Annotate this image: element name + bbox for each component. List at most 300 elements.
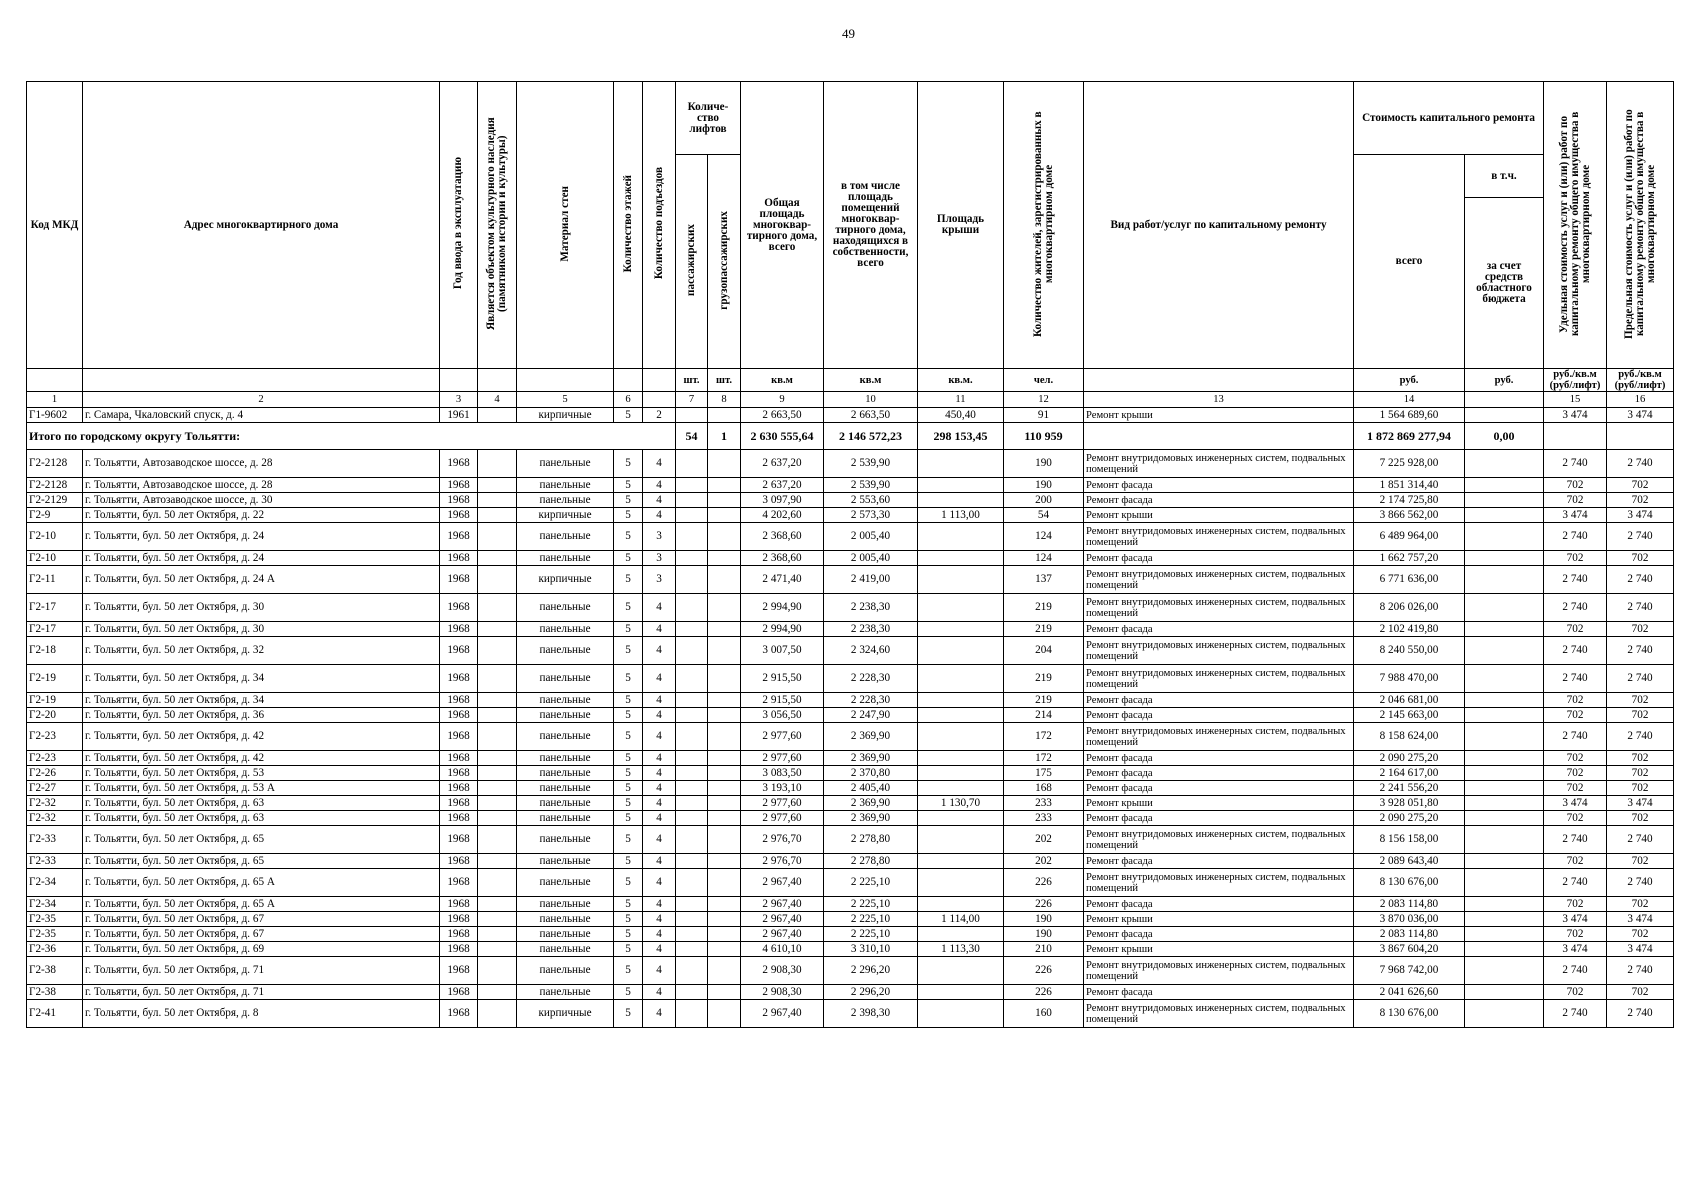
cell-roof [918,450,1004,478]
table-row [27,478,1674,493]
cell-entrances: 4 [643,594,676,622]
cell-code: Г2-34 [27,897,83,912]
cell-entrances: 4 [643,942,676,957]
table-row [27,665,1674,693]
header-lifts: Количе-ство лифтов [676,82,741,155]
cell-year: 1968 [440,766,478,781]
cell-unit: 702 [1544,811,1607,826]
cell-total-area: 3 193,10 [741,781,824,796]
cell-residents: 190 [1004,478,1084,493]
table-row [27,594,1674,622]
column-number: 2 [83,392,440,408]
cell-work: Ремонт фасада [1084,781,1354,796]
cell-address: г. Тольятти, бул. 50 лет Октября, д. 24 [83,523,440,551]
total-row [27,423,1674,450]
cell-material: панельные [517,751,614,766]
cell-entrances: 4 [643,637,676,665]
cell-work: Ремонт фасада [1084,811,1354,826]
cell-year: 1968 [440,723,478,751]
cell-material: панельные [517,450,614,478]
table-row [27,985,1674,1000]
cell-owned-area: 2 225,10 [824,897,918,912]
cell-year: 1968 [440,869,478,897]
cell-address: г. Тольятти, Автозаводское шоссе, д. 28 [83,450,440,478]
cell-year: 1968 [440,927,478,942]
cell-owned-area: 2 247,90 [824,708,918,723]
cell-entrances: 3 [643,566,676,594]
column-number: 1 [27,392,83,408]
unit-people: чел. [1004,369,1084,392]
header-lifts-passenger: пассажирских [676,155,708,369]
capital-repair-table [26,81,1674,1028]
cell-material: панельные [517,942,614,957]
cell-residents: 137 [1004,566,1084,594]
column-number: 11 [918,392,1004,408]
cell-unit: 3 474 [1544,796,1607,811]
cell-code: Г2-38 [27,985,83,1000]
cell-cost: 2 090 275,20 [1354,811,1465,826]
cell-code: Г2-27 [27,781,83,796]
cell-year: 1968 [440,854,478,869]
cell-code: Г2-10 [27,523,83,551]
cell-max: 702 [1607,708,1674,723]
cell-unit: 702 [1544,551,1607,566]
cell-entrances: 4 [643,869,676,897]
total-cost: 1 872 869 277,94 [1354,423,1465,450]
cell-floors: 5 [614,508,643,523]
cell-owned-area: 2 369,90 [824,811,918,826]
cell-roof [918,693,1004,708]
cell-max: 2 740 [1607,637,1674,665]
cell-address: г. Тольятти, бул. 50 лет Октября, д. 53 [83,766,440,781]
cell-max: 2 740 [1607,723,1674,751]
cell-floors: 5 [614,523,643,551]
cell-cost: 3 867 604,20 [1354,942,1465,957]
table-row [27,693,1674,708]
header-cost-incl: в т.ч. [1465,155,1544,198]
table-row [27,708,1674,723]
cell-entrances: 4 [643,985,676,1000]
cell-floors: 5 [614,1000,643,1028]
cell-max: 2 740 [1607,665,1674,693]
table-row [27,622,1674,637]
cell-owned-area: 2 419,00 [824,566,918,594]
cell-floors: 5 [614,708,643,723]
cell-max: 3 474 [1607,912,1674,927]
cell-roof [918,957,1004,985]
cell-floors: 5 [614,408,643,423]
header-max-cost: Предельная стоимость услуг и (или) работ по капитальному ремонту общего имущества в многоквартирном доме [1607,82,1674,369]
cell-roof [918,781,1004,796]
cell-work: Ремонт внутридомовых инженерных систем, подвальных помещений [1084,869,1354,897]
cell-owned-area: 2 369,90 [824,723,918,751]
header-code: Код МКД [27,82,83,369]
cell-address: г. Тольятти, бул. 50 лет Октября, д. 53 А [83,781,440,796]
cell-code: Г2-2128 [27,478,83,493]
cell-total-area: 2 908,30 [741,985,824,1000]
cell-code: Г2-38 [27,957,83,985]
cell-work: Ремонт фасада [1084,985,1354,1000]
table-row [27,912,1674,927]
table-row [27,957,1674,985]
cell-work: Ремонт внутридомовых инженерных систем, подвальных помещений [1084,637,1354,665]
cell-cost: 8 130 676,00 [1354,1000,1465,1028]
cell-address: г. Тольятти, бул. 50 лет Октября, д. 30 [83,622,440,637]
unit-rub: руб. [1465,369,1544,392]
cell-address: г. Тольятти, бул. 50 лет Октября, д. 42 [83,723,440,751]
total-label: Итого по городскому округу Тольятти: [27,423,676,450]
table-row [27,897,1674,912]
cell-work: Ремонт крыши [1084,942,1354,957]
cell-total-area: 2 994,90 [741,594,824,622]
cell-cost: 1 851 314,40 [1354,478,1465,493]
cell-code: Г2-19 [27,693,83,708]
header-year: Год ввода в эксплуатацию [440,82,478,369]
cell-roof [918,523,1004,551]
unit-sqm: кв.м [824,369,918,392]
cell-material: панельные [517,622,614,637]
cell-cost: 3 866 562,00 [1354,508,1465,523]
cell-roof: 1 113,00 [918,508,1004,523]
cell-unit-cost: 3 474 [1544,408,1607,423]
cell-code: Г2-9 [27,508,83,523]
cell-address: г. Тольятти, бул. 50 лет Октября, д. 65 А [83,897,440,912]
cell-entrances: 4 [643,897,676,912]
cell-unit: 2 740 [1544,450,1607,478]
cell-work: Ремонт фасада [1084,708,1354,723]
cell-material: панельные [517,766,614,781]
cell-address: г. Тольятти, бул. 50 лет Октября, д. 71 [83,985,440,1000]
cell-unit: 2 740 [1544,637,1607,665]
cell-unit: 2 740 [1544,826,1607,854]
cell-floors: 5 [614,693,643,708]
cell-owned-area: 2 324,60 [824,637,918,665]
cell-year: 1968 [440,942,478,957]
cell-floors: 5 [614,766,643,781]
cell-unit: 2 740 [1544,594,1607,622]
cell-owned-area: 2 005,40 [824,551,918,566]
cell-max: 702 [1607,493,1674,508]
cell-year: 1968 [440,912,478,927]
column-number: 10 [824,392,918,408]
cell-work: Ремонт внутридомовых инженерных систем, подвальных помещений [1084,594,1354,622]
table-row [27,637,1674,665]
cell-max: 702 [1607,927,1674,942]
cell-unit: 702 [1544,985,1607,1000]
cell-unit: 2 740 [1544,869,1607,897]
cell-total-area: 4 202,60 [741,508,824,523]
cell-floors: 5 [614,957,643,985]
cell-work: Ремонт фасада [1084,693,1354,708]
cell-material: панельные [517,723,614,751]
cell-code: Г2-2128 [27,450,83,478]
cell-roof [918,897,1004,912]
cell-year: 1968 [440,450,478,478]
cell-residents: 160 [1004,1000,1084,1028]
header-cost-budget: за счет средств областного бюджета [1465,198,1544,369]
cell-total-area: 2 977,60 [741,796,824,811]
cell-residents: 168 [1004,781,1084,796]
cell-code: Г2-35 [27,912,83,927]
header-roof-area: Площадь крыши [918,82,1004,369]
cell-floors: 5 [614,897,643,912]
cell-code: Г2-17 [27,622,83,637]
cell-material: панельные [517,869,614,897]
cell-address: г. Самара, Чкаловский спуск, д. 4 [83,408,440,423]
cell-cost: 8 240 550,00 [1354,637,1465,665]
table-row [27,869,1674,897]
unit-rate: руб./кв.м (руб/лифт) [1544,369,1607,392]
cell-year: 1968 [440,594,478,622]
cell-address: г. Тольятти, бул. 50 лет Октября, д. 34 [83,693,440,708]
cell-residents: 202 [1004,826,1084,854]
cell-material: кирпичные [517,508,614,523]
cell-unit: 702 [1544,708,1607,723]
cell-residents: 214 [1004,708,1084,723]
cell-year: 1968 [440,493,478,508]
cell-roof [918,622,1004,637]
cell-year: 1968 [440,957,478,985]
cell-owned-area: 2 278,80 [824,826,918,854]
cell-code: Г2-2129 [27,493,83,508]
cell-year: 1961 [440,408,478,423]
cell-year: 1968 [440,637,478,665]
cell-unit: 702 [1544,751,1607,766]
column-number: 3 [440,392,478,408]
cell-total-area: 2 967,40 [741,1000,824,1028]
cell-code: Г2-32 [27,811,83,826]
cell-owned-area: 2 370,80 [824,766,918,781]
header-wall-material: Материал стен [517,82,614,369]
cell-owned-area: 2 398,30 [824,1000,918,1028]
cell-residents: 233 [1004,796,1084,811]
cell-material: панельные [517,811,614,826]
cell-owned-area: 2 225,10 [824,869,918,897]
cell-work: Ремонт фасада [1084,927,1354,942]
cell-entrances: 4 [643,478,676,493]
cell-cost: 2 083 114,80 [1354,927,1465,942]
cell-owned-area: 2 539,90 [824,450,918,478]
cell-total-area: 2 915,50 [741,665,824,693]
cell-entrances: 4 [643,854,676,869]
cell-residents: 190 [1004,450,1084,478]
cell-entrances: 4 [643,493,676,508]
cell-material: панельные [517,493,614,508]
cell-max: 2 740 [1607,523,1674,551]
cell-code: Г2-20 [27,708,83,723]
cell-year: 1968 [440,781,478,796]
cell-material: панельные [517,637,614,665]
table-row [27,1000,1674,1028]
header-cost-total: всего [1354,155,1465,369]
table-row [27,723,1674,751]
cell-owned-area: 2 225,10 [824,912,918,927]
cell-unit: 2 740 [1544,665,1607,693]
cell-total-area: 2 967,40 [741,912,824,927]
cell-entrances: 4 [643,751,676,766]
cell-roof [918,478,1004,493]
cell-cost: 2 174 725,80 [1354,493,1465,508]
cell-work: Ремонт крыши [1084,508,1354,523]
total-lifts-passenger: 54 [676,423,708,450]
cell-floors: 5 [614,781,643,796]
page-number: 49 [842,26,855,41]
cell-floors: 5 [614,811,643,826]
cell-code: Г2-41 [27,1000,83,1028]
cell-address: г. Тольятти, бул. 50 лет Октября, д. 63 [83,811,440,826]
cell-entrances: 4 [643,811,676,826]
cell-owned-area: 2 663,50 [824,408,918,423]
cell-max: 702 [1607,751,1674,766]
cell-owned-area: 2 005,40 [824,523,918,551]
cell-address: г. Тольятти, бул. 50 лет Октября, д. 63 [83,796,440,811]
cell-cost: 1 564 689,60 [1354,408,1465,423]
header-heritage: Является объектом культурного наследия (памятником истории и культуры) [478,82,517,369]
cell-work: Ремонт внутридомовых инженерных систем, подвальных помещений [1084,450,1354,478]
total-owned-area: 2 146 572,23 [824,423,918,450]
cell-address: г. Тольятти, бул. 50 лет Октября, д. 65 [83,854,440,869]
cell-cost: 2 089 643,40 [1354,854,1465,869]
cell-total-area: 2 637,20 [741,450,824,478]
cell-material: панельные [517,551,614,566]
cell-entrances: 4 [643,766,676,781]
cell-unit: 702 [1544,897,1607,912]
cell-material: панельные [517,708,614,723]
cell-max: 3 474 [1607,508,1674,523]
cell-floors: 5 [614,985,643,1000]
cell-unit: 2 740 [1544,957,1607,985]
cell-year: 1968 [440,985,478,1000]
column-number: 8 [708,392,741,408]
cell-residents: 200 [1004,493,1084,508]
cell-address: г. Тольятти, бул. 50 лет Октября, д. 34 [83,665,440,693]
column-number [643,392,676,408]
cell-max-cost: 3 474 [1607,408,1674,423]
cell-work: Ремонт фасада [1084,622,1354,637]
cell-work: Ремонт внутридомовых инженерных систем, подвальных помещений [1084,826,1354,854]
cell-max: 702 [1607,551,1674,566]
table-row [27,450,1674,478]
cell-max: 702 [1607,781,1674,796]
cell-residents: 226 [1004,985,1084,1000]
cell-address: г. Тольятти, бул. 50 лет Октября, д. 22 [83,508,440,523]
header-entrances: Количество подъездов [643,82,676,369]
cell-residents: 219 [1004,665,1084,693]
cell-year: 1968 [440,1000,478,1028]
cell-code: Г2-35 [27,927,83,942]
cell-material: панельные [517,957,614,985]
unit-rate: руб./кв.м (руб/лифт) [1607,369,1674,392]
cell-unit: 702 [1544,693,1607,708]
cell-total-area: 2 637,20 [741,478,824,493]
cell-owned-area: 3 310,10 [824,942,918,957]
cell-max: 2 740 [1607,869,1674,897]
table-header [27,82,1674,392]
cell-entrances: 4 [643,781,676,796]
header-owned-area: в том числе площадь помещений многоквар-тирного дома, находящихся в собственности, всего [824,82,918,369]
cell-address: г. Тольятти, бул. 50 лет Октября, д. 24 А [83,566,440,594]
cell-max: 2 740 [1607,450,1674,478]
cell-roof [918,723,1004,751]
header-cost: Стоимость капитального ремонта [1354,82,1544,155]
cell-residents: 175 [1004,766,1084,781]
table-row [27,796,1674,811]
cell-entrances: 4 [643,1000,676,1028]
cell-total-area: 2 976,70 [741,826,824,854]
cell-cost: 8 156 158,00 [1354,826,1465,854]
cell-entrances: 4 [643,796,676,811]
table-row [27,566,1674,594]
cell-year: 1968 [440,811,478,826]
cell-work: Ремонт крыши [1084,912,1354,927]
unit-pcs: шт. [676,369,708,392]
cell-cost: 2 041 626,60 [1354,985,1465,1000]
cell-total-area: 2 368,60 [741,551,824,566]
cell-owned-area: 2 369,90 [824,751,918,766]
table-row [27,493,1674,508]
cell-work: Ремонт внутридомовых инженерных систем, подвальных помещений [1084,1000,1354,1028]
cell-year: 1968 [440,751,478,766]
column-number: 6 [614,392,643,408]
cell-material: панельные [517,854,614,869]
cell-work: Ремонт внутридомовых инженерных систем, подвальных помещений [1084,723,1354,751]
cell-entrances: 4 [643,912,676,927]
cell-cost: 2 145 663,00 [1354,708,1465,723]
cell-cost: 7 988 470,00 [1354,665,1465,693]
cell-address: г. Тольятти, Автозаводское шоссе, д. 30 [83,493,440,508]
cell-material: панельные [517,826,614,854]
cell-roof [918,594,1004,622]
cell-entrances: 4 [643,957,676,985]
table-row [27,854,1674,869]
cell-code: Г2-17 [27,594,83,622]
table-row [27,508,1674,523]
cell-residents: 54 [1004,508,1084,523]
cell-unit: 702 [1544,927,1607,942]
cell-entrances: 4 [643,622,676,637]
cell-cost: 3 870 036,00 [1354,912,1465,927]
cell-max: 702 [1607,897,1674,912]
cell-work: Ремонт фасада [1084,766,1354,781]
header-address: Адрес многоквартирного дома [83,82,440,369]
cell-total-area: 2 967,40 [741,869,824,897]
cell-year: 1968 [440,523,478,551]
cell-max: 2 740 [1607,957,1674,985]
cell-material: панельные [517,897,614,912]
cell-code: Г2-32 [27,796,83,811]
cell-residents: 190 [1004,927,1084,942]
cell-cost: 8 206 026,00 [1354,594,1465,622]
cell-material: кирпичные [517,1000,614,1028]
cell-roof: 450,40 [918,408,1004,423]
cell-residents: 190 [1004,912,1084,927]
cell-roof [918,708,1004,723]
cell-work: Ремонт фасада [1084,897,1354,912]
cell-max: 702 [1607,478,1674,493]
cell-address: г. Тольятти, бул. 50 лет Октября, д. 30 [83,594,440,622]
cell-residents: 233 [1004,811,1084,826]
cell-address: г. Тольятти, бул. 50 лет Октября, д. 69 [83,942,440,957]
table-row [27,766,1674,781]
cell-total-area: 3 056,50 [741,708,824,723]
cell-owned-area: 2 225,10 [824,927,918,942]
cell-residents: 202 [1004,854,1084,869]
cell-floors: 5 [614,854,643,869]
cell-max: 702 [1607,622,1674,637]
total-lifts-cargo: 1 [708,423,741,450]
cell-residents: 219 [1004,594,1084,622]
column-number: 4 [478,392,517,408]
